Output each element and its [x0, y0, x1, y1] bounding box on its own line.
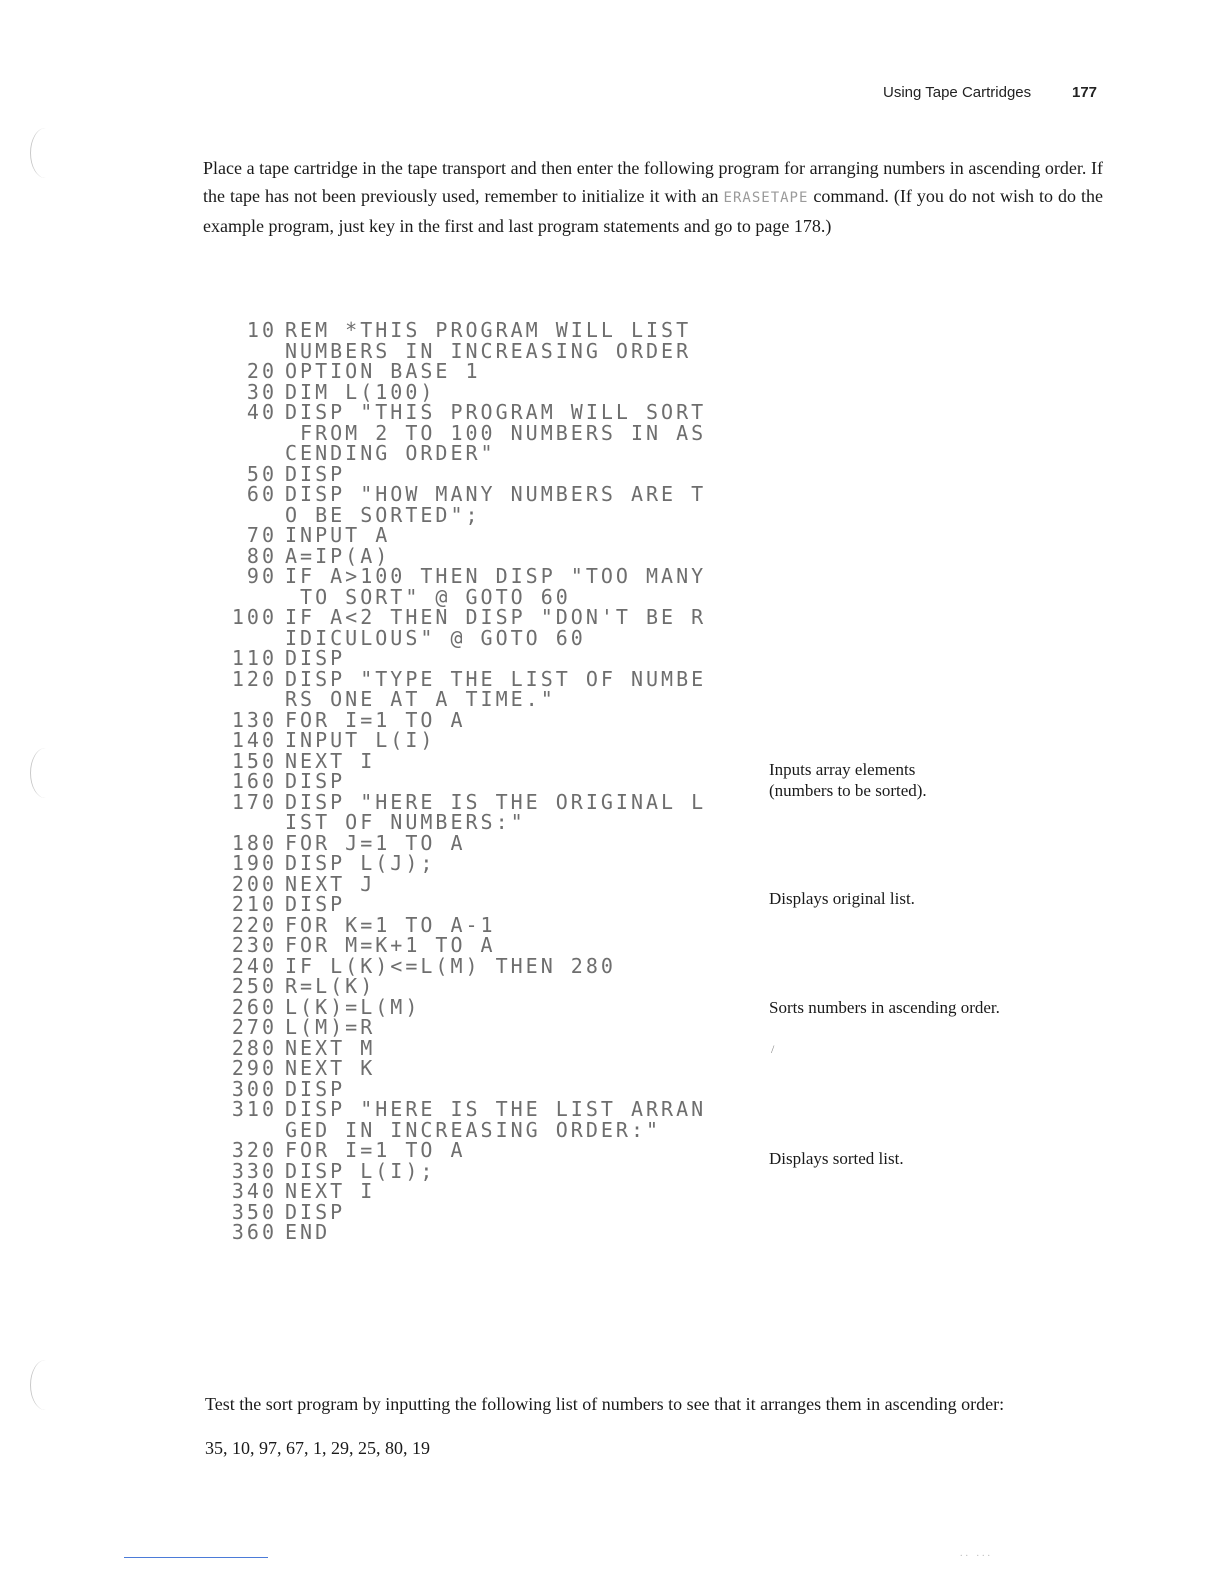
code-line [225, 935, 745, 956]
line-number: 300 [231, 1076, 277, 1101]
statement: DISP [285, 769, 346, 793]
code-line [225, 543, 745, 568]
line-number: 140 [231, 728, 277, 752]
code-line [225, 1099, 745, 1120]
line-number: 50 [246, 461, 277, 486]
statement: DISP "THIS PROGRAM WILL SORT [285, 400, 707, 424]
code-line [225, 1117, 745, 1142]
code-line [225, 689, 745, 710]
code-line [225, 853, 745, 874]
code-line [225, 1158, 745, 1183]
line-number: 210 [231, 892, 277, 916]
statement: FOR J=1 TO A [285, 830, 466, 855]
statement: TO SORT" @ GOTO 60 [285, 584, 571, 609]
statement: CENDING ORDER" [285, 441, 496, 465]
line-number: 110 [231, 646, 277, 670]
line-number: 120 [231, 666, 277, 691]
code-line [225, 748, 745, 773]
code-line [225, 1035, 745, 1060]
line-number: 260 [231, 994, 277, 1019]
statement: DISP [285, 646, 346, 670]
statement: IDICULOUS" @ GOTO 60 [285, 625, 586, 650]
code-line [225, 648, 745, 669]
statement: INPUT L(I) [285, 728, 436, 752]
line-number: 360 [231, 1220, 277, 1244]
statement: DIM L(100) [285, 379, 436, 404]
statement: DISP [285, 461, 346, 486]
annotation-inputs [769, 759, 1069, 801]
line-number: 160 [231, 769, 277, 793]
statement: OPTION BASE 1 [285, 359, 481, 383]
program-listing [225, 320, 745, 1243]
statement: FOR M=K+1 TO A [285, 933, 496, 957]
statement: DISP [285, 1076, 346, 1101]
line-number: 170 [231, 789, 277, 814]
statement: O BE SORTED"; [285, 502, 481, 527]
code-line [225, 812, 745, 833]
line-number: 280 [231, 1035, 277, 1060]
code-line [225, 584, 745, 609]
statement: NUMBERS IN INCREASING ORDER [285, 338, 692, 363]
statement: INPUT A [285, 523, 391, 547]
margin-mark [30, 1360, 61, 1410]
footer-rule [124, 1557, 268, 1558]
statement: L(K)=L(M) [285, 994, 421, 1019]
intro-text-before: Place a tape cartridge in the tape transport and then enter the following program for arranging numbers in ascending order. If the tape has not been previously used, remember to initialize it with an [203, 158, 1103, 206]
stray-mark: / [771, 1042, 775, 1056]
statement: R=L(K) [285, 974, 376, 998]
code-line [225, 443, 745, 464]
margin-mark [30, 128, 61, 178]
line-number: 270 [231, 1015, 277, 1039]
annotation-inputs-line1: Inputs array elements [769, 760, 916, 779]
line-number: 80 [246, 543, 277, 568]
code-line [225, 1199, 745, 1224]
statement: L(M)=R [285, 1015, 376, 1039]
line-number: 30 [246, 379, 277, 404]
line-number: 230 [231, 933, 277, 957]
code-line [225, 420, 745, 445]
statement: REM *THIS PROGRAM WILL LIST [285, 318, 692, 342]
line-number: 40 [246, 400, 277, 424]
line-number: 220 [231, 912, 277, 937]
code-line [225, 338, 745, 363]
footer-specks: .. ... [960, 1548, 993, 1559]
annotation-sorts: Sorts numbers in ascending order. [769, 998, 1000, 1017]
statement: GED IN INCREASING ORDER:" [285, 1117, 662, 1142]
line-number: 70 [246, 523, 277, 547]
statement: DISP L(J); [285, 851, 436, 875]
code-line [225, 502, 745, 527]
code-line [225, 1058, 745, 1079]
code-line [225, 361, 745, 382]
line-number: 200 [231, 871, 277, 896]
page-number: 177 [1072, 84, 1098, 101]
code-line [225, 625, 745, 650]
statement: DISP "HERE IS THE ORIGINAL L [285, 789, 707, 814]
line-number: 150 [231, 748, 277, 773]
statement: FROM 2 TO 100 NUMBERS IN AS [285, 420, 707, 445]
line-number: 330 [231, 1158, 277, 1183]
statement: IF L(K)<=L(M) THEN 280 [285, 953, 616, 978]
code-line [225, 607, 745, 628]
line-number: 60 [246, 482, 277, 506]
line-number: 190 [231, 851, 277, 875]
statement: FOR I=1 TO A [285, 707, 466, 732]
statement: DISP [285, 1199, 346, 1224]
code-line [225, 1181, 745, 1202]
statement: IF A<2 THEN DISP "DON'T BE R [285, 605, 707, 629]
statement: DISP "HERE IS THE LIST ARRAN [285, 1097, 707, 1121]
code-line [225, 461, 745, 486]
code-line [225, 666, 745, 691]
erasetape-command: ERASETAPE [723, 190, 809, 206]
code-line [225, 525, 745, 546]
statement: NEXT I [285, 748, 376, 773]
line-number: 350 [231, 1199, 277, 1224]
statement: NEXT K [285, 1056, 376, 1080]
line-number: 240 [231, 953, 277, 978]
statement: A=IP(A) [285, 543, 391, 568]
statement: IST OF NUMBERS:" [285, 810, 526, 834]
code-line [225, 402, 745, 423]
code-line [225, 953, 745, 978]
code-line [225, 994, 745, 1019]
statement: FOR K=1 TO A-1 [285, 912, 496, 937]
code-line [225, 789, 745, 814]
code-line [225, 1222, 745, 1243]
code-line [225, 1076, 745, 1101]
statement: DISP "HOW MANY NUMBERS ARE T [285, 482, 707, 506]
annotation-displays-original: Displays original list. [769, 889, 915, 908]
line-number: 250 [231, 974, 277, 998]
code-line [225, 771, 745, 792]
code-line [225, 871, 745, 896]
line-number: 290 [231, 1056, 277, 1080]
statement: NEXT M [285, 1035, 376, 1060]
code-line [225, 976, 745, 997]
statement: FOR I=1 TO A [285, 1138, 466, 1162]
line-number: 90 [246, 564, 277, 588]
intro-paragraph [203, 154, 1103, 240]
margin-mark [30, 748, 61, 798]
page-header [0, 84, 1224, 106]
code-line [225, 730, 745, 751]
code-line [225, 566, 745, 587]
annotation-displays-sorted: Displays sorted list. [769, 1149, 904, 1168]
statement: END [285, 1220, 331, 1244]
line-number: 340 [231, 1179, 277, 1203]
line-number: 20 [246, 359, 277, 383]
intro-text-after: command. (If you do not wish to do the example program, just key in the first and last program statements and go to page 178.) [203, 186, 1103, 236]
outro-paragraph: Test the sort program by inputting the following list of numbers to see that it arranges them in ascending order: [205, 1394, 1005, 1414]
code-line [225, 830, 745, 855]
code-line [225, 320, 745, 341]
line-number: 180 [231, 830, 277, 855]
line-number: 100 [231, 605, 277, 629]
annotation-inputs-line2: (numbers to be sorted). [769, 781, 927, 800]
code-line [225, 912, 745, 937]
code-line [225, 1017, 745, 1038]
line-number: 320 [231, 1138, 277, 1162]
statement: NEXT J [285, 871, 376, 896]
code-line [225, 707, 745, 732]
code-line [225, 484, 745, 505]
statement: RS ONE AT A TIME." [285, 687, 556, 711]
line-number: 10 [246, 318, 277, 342]
line-number: 130 [231, 707, 277, 732]
code-line [225, 1140, 745, 1161]
code-line [225, 894, 745, 915]
statement: DISP [285, 892, 346, 916]
test-number-list: 35, 10, 97, 67, 1, 29, 25, 80, 19 [205, 1438, 430, 1458]
statement: NEXT I [285, 1179, 376, 1203]
statement: IF A>100 THEN DISP "TOO MANY [285, 564, 707, 588]
statement: DISP "TYPE THE LIST OF NUMBE [285, 666, 707, 691]
line-number: 310 [231, 1097, 277, 1121]
statement: DISP L(I); [285, 1158, 436, 1183]
running-header-section: Using Tape Cartridges [883, 84, 1032, 101]
code-line [225, 379, 745, 404]
